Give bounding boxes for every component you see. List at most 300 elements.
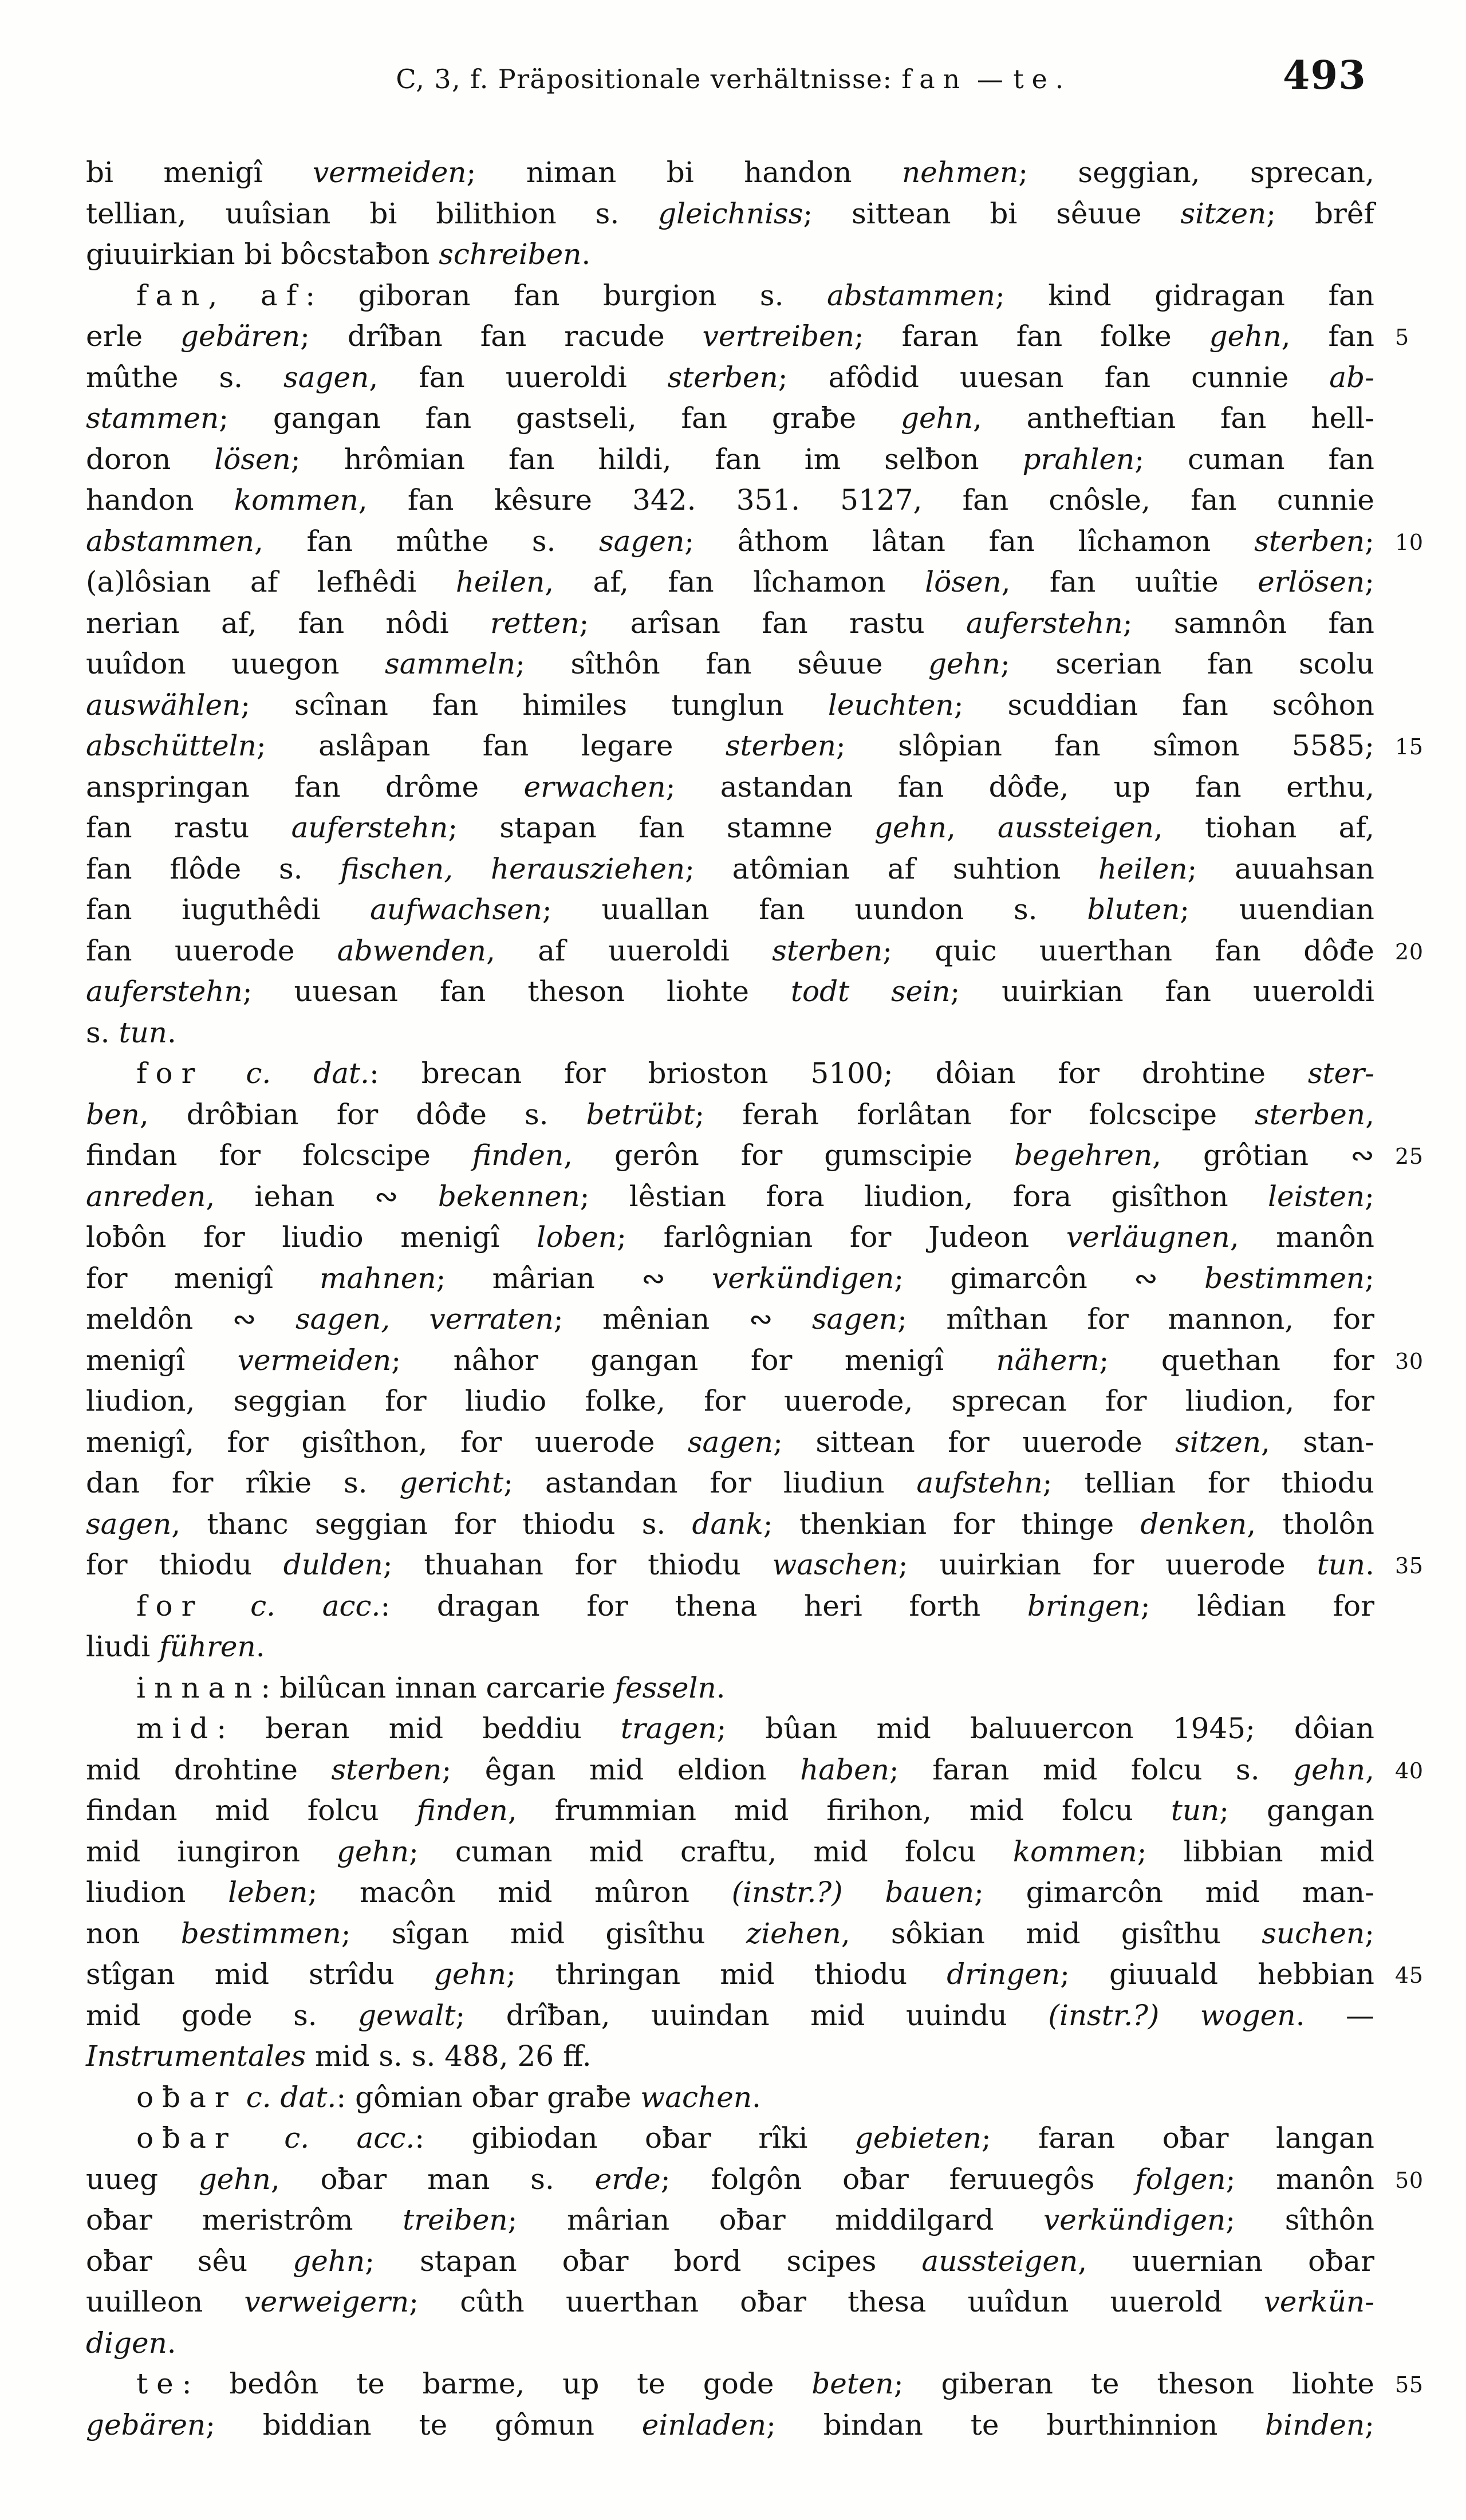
text-line [86,2405,1374,2446]
text-segment: : gibiodan oƀar rîki [415,2121,855,2155]
text-segment: . [716,1671,726,1704]
text-segment: fan rastu [86,811,291,844]
text-line [86,1750,1424,1791]
gloss-segment: erwachen [523,770,666,804]
text-segment: . [581,238,591,271]
text-segment: ; âthom lâtan fan lîchamon [684,524,1255,558]
gloss-segment: c. dat. [246,1057,369,1090]
text-segment: anspringan fan drôme [86,770,524,804]
text-line [86,1995,1374,2037]
gloss-segment: begehren [1014,1139,1153,1172]
gloss-segment: gebären [86,2408,206,2442]
text-segment: loƀôn for liudio menigî [86,1220,537,1254]
text-segment: , frummian mid firihon, mid folcu [507,1794,1171,1827]
text-line [86,1013,1374,1054]
text-line [86,316,1409,357]
gloss-segment: digen [86,2326,167,2360]
gloss-segment: (instr.?) bauen [731,1876,975,1909]
headword-segment: oƀar [136,2080,237,2114]
text-segment: ; faran fan folke [854,320,1209,353]
text-line [86,1790,1374,1832]
text-segment: handon [86,483,234,517]
text-line [86,480,1374,521]
headword-segment: for [136,1589,204,1623]
text-segment: , fan mûthe s. [254,524,600,558]
text-line [86,398,1374,439]
text-segment: ; sittean bi sêuue [803,196,1181,230]
text-line [86,808,1374,849]
text-line [86,1954,1424,1995]
text-segment: , stan- [1261,1425,1374,1459]
text-segment: : bedôn te barme, up te gode [182,2367,812,2400]
gloss-segment: vertreiben [702,320,854,353]
gloss-segment: sammeln [385,647,516,680]
text-segment: ; sîgan mid gisîthu [341,1916,746,1950]
gloss-segment: gehn [1293,1753,1366,1786]
gloss-segment: gehn [337,1834,409,1868]
text-segment: ; mîthan for mannon, for [897,1302,1374,1336]
text-segment [237,2081,246,2114]
text-segment: ; brêf [1266,196,1374,230]
gloss-segment: dank [692,1507,763,1541]
text-segment: ; thringan mid thiodu [506,1958,947,1991]
gloss-segment: todt sein [790,975,951,1008]
gloss-segment: verkün- [1263,2285,1374,2318]
gloss-segment: denken [1140,1507,1247,1541]
text-line [86,1832,1374,1873]
gloss-segment: abschütteln [86,729,257,762]
text-segment: ; gangan fan gastseli, fan graƀe [219,401,901,435]
text-segment: ; slôpian fan sîmon 5585; [836,729,1374,762]
text-segment: liudion [86,1876,228,1909]
text-segment: : bilûcan innan carcarie [261,1671,615,1704]
gloss-segment: bestimmen [180,1916,341,1950]
text-segment: , af, fan lîchamon [545,565,925,598]
text-line [86,644,1374,685]
text-segment: : dragan for thena heri forth [380,1589,1027,1623]
margin-line-number: 15 [1395,734,1424,759]
text-segment: mid gode s. [86,1998,358,2032]
text-segment: , uuernian oƀar [1078,2244,1374,2278]
gloss-segment: sagen [86,1507,172,1541]
text-line [86,849,1374,890]
text-segment: ; macôn mid mûron [308,1876,732,1909]
text-segment: ; [1365,2408,1375,2442]
text-segment: ; cuman mid craftu, mid folcu [409,1834,1013,1868]
text-segment: ; ferah forlâtan for folcscipe [695,1097,1255,1131]
gloss-segment: c. acc. [250,1589,381,1623]
text-segment: ; hrômian fan hildi, fan im selƀon [290,442,1023,476]
gloss-segment: aufwachsen [370,893,542,926]
text-segment: (a)lôsian af lefhêdi [86,565,456,598]
gloss-segment: betrübt [586,1097,695,1131]
gloss-segment: tragen [620,1712,717,1745]
text-segment: . [167,2326,176,2360]
text-segment: . [752,2080,761,2114]
text-segment: fan uuerode [86,934,337,967]
text-segment: nerian af, fan nôdi [86,606,490,640]
gloss-segment: gericht [399,1466,504,1499]
text-line [86,1258,1374,1300]
text-segment: , drôƀian for dôđe s. [139,1097,586,1131]
text-segment: ; atômian af suhtion [685,852,1098,885]
text-segment: ; mârian oƀar middilgard [507,2203,1044,2236]
text-segment: C, 3, f. Präpositionale verhältnisse: [396,64,902,94]
text-segment: ; giuuald hebbian [1060,1958,1374,1991]
text-segment: : beran mid beddiu [216,1712,621,1745]
text-line [86,439,1374,481]
text-line [86,2159,1424,2200]
gloss-segment: schreiben [439,238,582,271]
gloss-segment: bluten [1087,893,1180,926]
text-segment: ; cuman fan [1134,442,1375,476]
gloss-segment: fischen, herausziehen [340,852,685,885]
gloss-segment: führen [159,1630,256,1663]
text-segment: ; manôn [1225,2162,1375,2196]
gloss-segment: sitzen [1180,196,1267,230]
text-segment: ; gangan [1219,1794,1375,1827]
text-segment: — [967,64,1014,94]
text-segment: . [255,1630,265,1663]
text-segment: , thanc seggian for thiodu s. [171,1507,692,1541]
text-line [86,234,1374,275]
gloss-segment: loben [537,1220,617,1254]
gloss-segment: stammen [86,401,219,435]
gloss-segment: sterben [331,1753,442,1786]
text-line [86,2077,1374,2119]
text-segment: ; niman bi handon [466,156,902,189]
text-line [86,1094,1374,1136]
gloss-segment: retten [490,606,580,640]
text-segment: , grôtian ∾ [1152,1139,1374,1172]
gloss-segment: vermeiden [237,1343,392,1377]
gloss-segment: tun [1171,1794,1220,1827]
gloss-segment: erde [594,2162,661,2196]
text-segment: menigî [86,1343,238,1377]
text-segment: uuilleon [86,2285,245,2318]
gloss-segment: aussteigen [921,2244,1078,2278]
text-segment: ; uuirkian fan uueroldi [950,975,1374,1008]
gloss-segment: beten [811,2367,894,2400]
text-line [86,1135,1424,1176]
text-segment: ; [1365,524,1374,558]
text-line [86,2036,1374,2077]
text-segment: ; auuahsan [1187,852,1374,885]
text-segment: erle [86,320,181,353]
gloss-segment: erlösen [1258,565,1365,598]
gloss-segment: leuchten [827,688,954,722]
gloss-segment: heilen [455,565,545,598]
text-line [86,603,1374,644]
margin-line-number: 35 [1395,1553,1424,1578]
text-segment: ; uuallan fan uundon s. [542,893,1087,926]
text-segment: ; afôdid uuesan fan cunnie [778,360,1330,394]
text-segment: ; astandan fan dôđe, up fan erthu, [665,770,1374,804]
text-line [86,1053,1374,1094]
gloss-segment: ben [86,1097,140,1131]
margin-line-number: 25 [1395,1144,1424,1169]
gloss-segment: ster- [1307,1057,1374,1090]
text-line [86,1217,1374,1258]
gloss-segment: nähern [996,1343,1100,1377]
text-segment: ; faran oƀar langan [981,2121,1374,2155]
text-segment: ; stapan oƀar bord scipes [365,2244,922,2278]
gloss-segment: gehn [928,647,1000,680]
text-segment: ; thuahan for thiodu [383,1548,773,1581]
text-segment: ; kind gidragan fan [995,278,1374,312]
text-segment: ; drîƀan, uuindan mid uuindu [455,1998,1049,2032]
gloss-segment: gewalt [358,1998,456,2032]
text-segment: menigî, for gisîthon, for uuerode [86,1425,688,1459]
gloss-segment: gleichniss [658,196,803,230]
margin-line-number: 10 [1395,529,1424,555]
text-line [86,1463,1374,1504]
text-line [86,1504,1374,1545]
text-line [86,1422,1374,1463]
gloss-segment: wachen [640,2080,752,2114]
text-segment: . [1365,1548,1374,1581]
text-segment: , [1365,1097,1374,1131]
margin-line-number: 50 [1395,2167,1424,2193]
gloss-segment: leisten [1268,1179,1365,1213]
gloss-segment: ab- [1329,360,1374,394]
gloss-segment: gehn [434,1958,507,1991]
text-segment: tellian, uuîsian bi bilithion s. [86,196,659,230]
gloss-segment: Instrumentales [86,2039,306,2073]
text-line [86,1586,1374,1627]
text-segment: for thiodu [86,1548,283,1581]
gloss-segment: folgen [1135,2162,1226,2196]
running-title [86,62,1374,96]
text-segment: mid drohtine [86,1753,332,1786]
text-line [86,2118,1374,2159]
text-segment: , fan uuîtie [1001,565,1258,598]
text-line [86,357,1374,399]
text-segment: ; mârian ∾ [436,1261,712,1295]
text-segment: uuîdon uuegon [86,647,385,680]
text-line [86,1299,1374,1340]
gloss-segment: sagen [283,360,369,394]
gloss-segment: kommen [1012,1834,1137,1868]
gloss-segment: tun [1317,1548,1366,1581]
text-segment: ; astandan for liudiun [503,1466,917,1499]
text-segment: , oƀar man s. [270,2162,595,2196]
text-segment: . [1055,64,1065,94]
text-segment: ; drîƀan fan racude [300,320,703,353]
gloss-segment: kommen [234,483,358,517]
headword-segment: af [260,278,306,312]
text-segment: ; bindan te burthinnion [766,2408,1266,2442]
text-segment: ; gimarcôn ∾ [894,1261,1205,1295]
text-segment: meldôn ∾ [86,1302,295,1336]
gloss-segment: fesseln [614,1671,716,1704]
gloss-segment: sagen [811,1302,898,1336]
text-line [86,2200,1374,2241]
text-segment: , af uueroldi [486,934,773,967]
text-segment: ; stapan fan stamne [448,811,874,844]
text-segment: oƀar meristrôm [86,2203,403,2236]
gloss-segment: dulden [283,1548,383,1581]
gloss-segment: gehn [293,2244,365,2278]
text-line [86,2241,1374,2282]
text-line [86,1708,1374,1750]
margin-line-number: 40 [1395,1758,1424,1783]
page-number: 493 [1282,53,1366,99]
text-segment: ; thenkian for thinge [763,1507,1141,1541]
gloss-segment: gehn [198,2162,271,2196]
text-line [86,685,1374,726]
headword-segment: for [136,1057,204,1090]
text-segment [204,1057,246,1090]
text-segment: for menigî [86,1261,320,1295]
text-segment: : giboran fan burgion s. [305,278,827,312]
text-segment: , tholôn [1247,1507,1374,1541]
text-segment: , fan uueroldi [369,360,668,394]
text-segment: . [167,1015,176,1049]
headword-segment: te [1013,64,1055,94]
gloss-segment: ziehen [746,1916,841,1950]
gloss-segment: (instr.?) wogen [1048,1998,1296,2032]
gloss-segment: bestimmen [1204,1261,1365,1295]
text-line [86,2282,1374,2323]
gloss-segment: suchen [1262,1916,1365,1950]
gloss-segment: heilen [1098,852,1188,885]
text-segment: ; tellian for thiodu [1042,1466,1374,1499]
text-segment: ; arîsan fan rastu [579,606,966,640]
text-segment: ; farlôgnian for Judeon [617,1220,1066,1254]
text-line [86,2364,1424,2405]
text-segment: stîgan mid strîdu [86,1958,434,1991]
margin-line-number: 45 [1395,1963,1424,1988]
text-line [86,562,1374,603]
text-segment: ; [1365,565,1374,598]
text-segment: , fan kêsure 342. 351. 5127, fan cnôsle, fan cunnie [358,483,1375,517]
text-line [86,2323,1374,2364]
gloss-segment: abwenden [337,934,486,967]
text-line [86,1913,1374,1955]
text-segment: ; scerian fan scolu [1000,647,1374,680]
text-line [86,726,1424,767]
gloss-segment: haben [800,1753,889,1786]
text-line [86,152,1374,194]
text-segment: , tiohan af, [1153,811,1374,844]
page-header [86,53,1374,117]
text-segment: ; uuendian [1180,893,1374,926]
text-segment: ; sîthôn fan sêuue [515,647,928,680]
gloss-segment: sterben [667,360,778,394]
text-segment: . — [1295,1998,1374,2032]
text-segment: bi menigî [86,156,313,189]
gloss-segment: abstammen [86,524,254,558]
gloss-segment: tun [119,1015,167,1049]
gloss-segment: verweigern [244,2285,409,2318]
text-line [86,1545,1424,1586]
text-segment: , antheftian fan hell- [972,401,1374,435]
gloss-segment: lösen [214,442,291,476]
gloss-segment: abstammen [826,278,995,312]
text-line [86,931,1424,972]
text-segment: ; nâhor gangan for menigî [391,1343,996,1377]
gloss-segment: sterben [1255,1097,1366,1131]
gloss-segment: verkündigen [712,1261,894,1295]
gloss-segment: gebären [180,320,301,353]
gloss-segment: bringen [1027,1589,1141,1623]
text-segment: liudi [86,1630,160,1663]
text-segment: : gômian oƀar graƀe [336,2080,641,2114]
margin-line-number: 55 [1395,2372,1424,2397]
text-segment: , manôn [1229,1220,1375,1254]
gloss-segment: auferstehn [291,811,448,844]
text-line [86,1668,1374,1709]
margin-line-number: 20 [1395,939,1424,964]
text-segment: non [86,1916,181,1950]
text-segment: , sôkian mid gisîthu [841,1916,1262,1950]
text-segment: ; biddian te gômun [206,2408,642,2442]
text-line [86,1176,1374,1218]
gloss-segment: dringen [947,1958,1061,1991]
gloss-segment: sitzen [1175,1425,1262,1459]
margin-line-number: 5 [1395,325,1409,350]
text-segment: : brecan for brioston 5100; dôian for drohtine [369,1057,1308,1090]
gloss-segment: binden [1265,2408,1365,2442]
text-segment: ; gimarcôn mid man- [974,1876,1375,1909]
gloss-segment: lösen [925,565,1002,598]
text-line [86,194,1374,235]
gloss-segment: bekennen [438,1179,580,1213]
text-segment: ; lêdian for [1140,1589,1375,1623]
gloss-segment: mahnen [320,1261,436,1295]
text-segment: ; aslâpan fan legare [256,729,726,762]
text-segment: , fan [1281,320,1375,353]
gloss-segment: gehn [1209,320,1282,353]
text-segment: liudion, seggian for liudio folke, for uuerode, sprecan for liudion, for [86,1384,1374,1418]
text-segment: findan for folcscipe [86,1139,472,1172]
gloss-segment: sterben [1254,524,1365,558]
text-segment: ; bûan mid baluuercon 1945; dôian [716,1712,1374,1745]
gloss-segment: aufstehn [916,1466,1043,1499]
text-segment: , gerôn for gumscipie [563,1139,1015,1172]
gloss-segment: finden [472,1139,564,1172]
gloss-segment: auferstehn [86,975,243,1008]
text-line [86,275,1374,317]
gloss-segment: gehn [900,401,973,435]
text-segment: ; [1365,1261,1374,1295]
text-line [86,521,1424,562]
headword-segment: te [136,2367,182,2400]
gloss-segment: sagen [599,524,685,558]
text-segment: , [208,278,261,312]
text-line [86,767,1374,808]
gloss-segment: einladen [641,2408,767,2442]
text-segment [204,1589,251,1623]
text-segment: ; sîthôn [1225,2203,1374,2236]
text-segment: ; quethan for [1099,1343,1374,1377]
text-segment: ; quic uuerthan fan dôđe [882,934,1374,967]
text-segment: ; scînan fan himiles tunglun [241,688,828,722]
gloss-segment: prahlen [1022,442,1135,476]
text-segment: mid s. s. 488, 26 ff. [306,2039,592,2073]
gloss-segment: nehmen [901,156,1019,189]
text-segment: ; uuesan fan theson liohte [242,975,791,1008]
text-segment: findan mid folcu [86,1794,417,1827]
text-segment: giuuirkian bi bôcstaƀon [86,238,439,271]
gloss-segment: verkündigen [1043,2203,1226,2236]
text-segment: ; giberan te theson liohte [893,2367,1374,2400]
text-segment: ; êgan mid eldion [442,1753,801,1786]
text-line [86,1627,1374,1668]
text-line [86,1872,1374,1913]
gloss-segment: leben [228,1876,308,1909]
